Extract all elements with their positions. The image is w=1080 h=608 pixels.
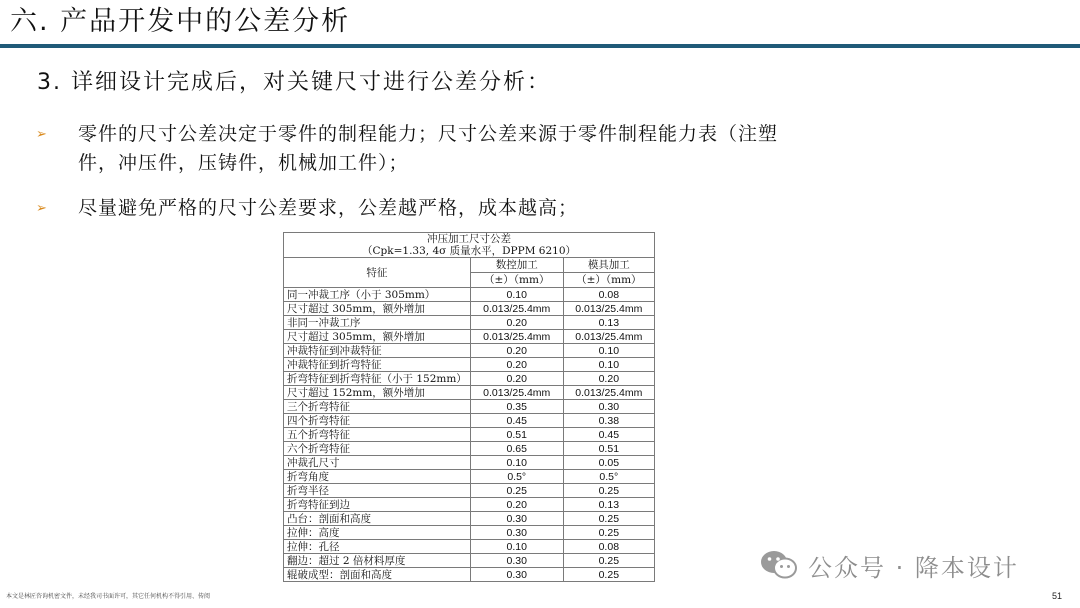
die-value-cell: 0.08 <box>563 288 654 302</box>
table-row <box>284 526 655 540</box>
cnc-value-cell: 0.30 <box>470 512 563 526</box>
header-feature: 特征 <box>284 258 471 288</box>
die-value-cell: 0.013/25.4mm <box>563 302 654 316</box>
feature-cell: 冲裁特征到冲裁特征 <box>284 344 471 358</box>
die-value-cell: 0.13 <box>563 316 654 330</box>
table-row <box>284 554 655 568</box>
die-value-cell: 0.013/25.4mm <box>563 386 654 400</box>
stamping-tolerance-table <box>283 232 655 582</box>
cnc-value-cell: 0.013/25.4mm <box>470 330 563 344</box>
feature-cell: 冲裁孔尺寸 <box>284 456 471 470</box>
cnc-value-cell: 0.65 <box>470 442 563 456</box>
feature-cell: 拉伸：孔径 <box>284 540 471 554</box>
feature-cell: 六个折弯特征 <box>284 442 471 456</box>
feature-cell: 辊破成型：剖面和高度 <box>284 568 471 582</box>
table-row <box>284 372 655 386</box>
table-row <box>284 302 655 316</box>
cnc-value-cell: 0.10 <box>470 540 563 554</box>
table-row <box>284 568 655 582</box>
die-value-cell: 0.38 <box>563 414 654 428</box>
feature-cell: 凸台：剖面和高度 <box>284 512 471 526</box>
section-subtitle: 3. 详细设计完成后，对关键尺寸进行公差分析： <box>37 70 551 95</box>
table-caption-line2: （Cpk=1.33, 4σ 质量水平，DPPM 6210） <box>361 245 576 257</box>
die-value-cell: 0.13 <box>563 498 654 512</box>
feature-cell: 折弯特征到折弯特征（小于 152mm） <box>284 372 471 386</box>
cnc-value-cell: 0.20 <box>470 498 563 512</box>
table-row <box>284 288 655 302</box>
header-cnc: 数控加工 <box>470 258 563 273</box>
unit-die: （±）（mm） <box>563 273 654 288</box>
bullet-item-1 <box>36 120 796 180</box>
die-value-cell: 0.25 <box>563 568 654 582</box>
die-value-cell: 0.45 <box>563 428 654 442</box>
wechat-watermark <box>760 548 1019 582</box>
unit-cnc: （±）（mm） <box>470 273 563 288</box>
cnc-value-cell: 0.20 <box>470 344 563 358</box>
die-value-cell: 0.25 <box>563 484 654 498</box>
feature-cell: 尺寸超过 305mm，额外增加 <box>284 302 471 316</box>
slide-title: 六. 产品开发中的公差分析 <box>10 6 351 37</box>
table-row <box>284 456 655 470</box>
cnc-value-cell: 0.30 <box>470 526 563 540</box>
table-row <box>284 484 655 498</box>
confidential-note: 本文是林匠咨询机密文件，未经我司书面许可，其它任何机构不得引用、传阅 <box>6 593 211 600</box>
watermark-text: 公众号 · 降本设计 <box>808 553 1019 582</box>
die-value-cell: 0.51 <box>563 442 654 456</box>
cnc-value-cell: 0.10 <box>470 456 563 470</box>
table-row <box>284 414 655 428</box>
table-row <box>284 330 655 344</box>
feature-cell: 四个折弯特征 <box>284 414 471 428</box>
table-row <box>284 344 655 358</box>
wechat-icon <box>760 549 798 581</box>
cnc-value-cell: 0.20 <box>470 316 563 330</box>
table-caption-line1: 冲压加工尺寸公差 <box>427 233 511 245</box>
die-value-cell: 0.5° <box>563 470 654 484</box>
feature-cell: 三个折弯特征 <box>284 400 471 414</box>
cnc-value-cell: 0.35 <box>470 400 563 414</box>
table-row <box>284 316 655 330</box>
feature-cell: 拉伸：高度 <box>284 526 471 540</box>
cnc-value-cell: 0.20 <box>470 358 563 372</box>
table-caption <box>284 233 655 258</box>
table-row <box>284 470 655 484</box>
cnc-value-cell: 0.45 <box>470 414 563 428</box>
cnc-value-cell: 0.013/25.4mm <box>470 302 563 316</box>
cnc-value-cell: 0.5° <box>470 470 563 484</box>
die-value-cell: 0.25 <box>563 512 654 526</box>
die-value-cell: 0.10 <box>563 358 654 372</box>
feature-cell: 尺寸超过 305mm，额外增加 <box>284 330 471 344</box>
table-row <box>284 386 655 400</box>
die-value-cell: 0.08 <box>563 540 654 554</box>
cnc-value-cell: 0.20 <box>470 372 563 386</box>
feature-cell: 翻边：超过 2 倍材料厚度 <box>284 554 471 568</box>
table-row <box>284 540 655 554</box>
page-number: 51 <box>1052 591 1063 601</box>
feature-cell: 五个折弯特征 <box>284 428 471 442</box>
cnc-value-cell: 0.30 <box>470 554 563 568</box>
feature-cell: 折弯半径 <box>284 484 471 498</box>
table-row <box>284 498 655 512</box>
feature-cell: 冲裁特征到折弯特征 <box>284 358 471 372</box>
cnc-value-cell: 0.013/25.4mm <box>470 386 563 400</box>
bullet-item-2 <box>36 194 796 226</box>
table-header-row <box>284 258 655 273</box>
header-die: 模具加工 <box>563 258 654 273</box>
table-row <box>284 428 655 442</box>
bullet-text: 零件的尺寸公差决定于零件的制程能力；尺寸公差来源于零件制程能力表（注塑件，冲压件，压铸件，机械加工件）； <box>78 123 779 174</box>
table-row <box>284 442 655 456</box>
arrow-bullet-icon: ➢ <box>36 127 48 142</box>
table-row <box>284 358 655 372</box>
feature-cell: 折弯特征到边 <box>284 498 471 512</box>
title-divider <box>0 44 1080 48</box>
die-value-cell: 0.25 <box>563 554 654 568</box>
die-value-cell: 0.25 <box>563 526 654 540</box>
feature-cell: 同一冲裁工序（小于 305mm） <box>284 288 471 302</box>
cnc-value-cell: 0.10 <box>470 288 563 302</box>
die-value-cell: 0.30 <box>563 400 654 414</box>
die-value-cell: 0.05 <box>563 456 654 470</box>
cnc-value-cell: 0.51 <box>470 428 563 442</box>
cnc-value-cell: 0.30 <box>470 568 563 582</box>
feature-cell: 非同一冲裁工序 <box>284 316 471 330</box>
table-caption-row <box>284 233 655 258</box>
die-value-cell: 0.10 <box>563 344 654 358</box>
table-row <box>284 512 655 526</box>
feature-cell: 折弯角度 <box>284 470 471 484</box>
cnc-value-cell: 0.25 <box>470 484 563 498</box>
feature-cell: 尺寸超过 152mm，额外增加 <box>284 386 471 400</box>
bullet-text: 尽量避免严格的尺寸公差要求，公差越严格，成本越高； <box>78 197 579 219</box>
die-value-cell: 0.013/25.4mm <box>563 330 654 344</box>
arrow-bullet-icon: ➢ <box>36 201 48 216</box>
table-row <box>284 400 655 414</box>
die-value-cell: 0.20 <box>563 372 654 386</box>
